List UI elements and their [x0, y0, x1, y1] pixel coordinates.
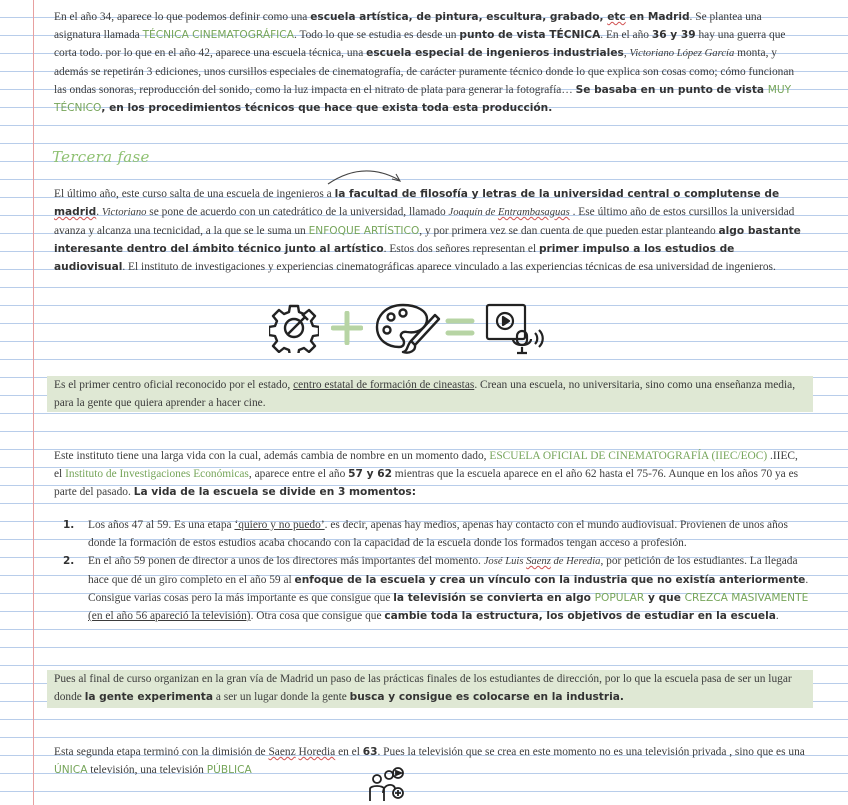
- text: . Pues la televisión que se crea en este momento no es una televisión privada , sino que es una: [377, 746, 805, 758]
- text: En el año 34, aparece lo que podemos definir como una: [54, 11, 311, 23]
- list-number: 2.: [63, 555, 75, 567]
- text: Esta segunda etapa terminó con la dimisión de: [54, 746, 269, 758]
- bold-text: escuela especial de ingenieros industriales: [366, 47, 624, 59]
- green-highlight-text: ESCUELA OFICIAL DE CINEMATOGRAFÍA (IIEC/EOC): [489, 450, 768, 462]
- paragraph-third-phase: [54, 185, 806, 276]
- underlined-name: Horedia: [298, 746, 336, 758]
- section-heading: Tercera fase: [52, 148, 150, 166]
- green-highlight-text: MUY TÉCNICO: [54, 84, 792, 114]
- bold-text: 63: [362, 746, 378, 758]
- paragraph-second-stage-end: [54, 743, 806, 779]
- underlined-name: Saenz: [268, 746, 296, 758]
- green-highlight-text: ÚNICA: [54, 764, 88, 776]
- bold-text: La vida de la escuela se divide en 3 momentos:: [133, 486, 416, 498]
- text: en el: [335, 746, 363, 758]
- text: ,: [623, 47, 630, 59]
- bold-text: primer impulso a los estudios de audiovisual: [54, 243, 735, 273]
- italic-name: Victoriano López García: [629, 48, 735, 59]
- paragraph-intro: [54, 8, 806, 117]
- highlight-box-official-center: [47, 376, 813, 412]
- green-highlight-text: TÉCNICA CINEMATOGRÁFICA: [142, 29, 294, 41]
- bold-text: algo bastante interesante dentro del ámbito técnico junto al artístico: [54, 225, 801, 255]
- text: televisión, una televisión: [87, 764, 207, 776]
- highlight-box-gran-via: [47, 670, 813, 708]
- text: . Todo lo que se estudia es desde un: [293, 29, 460, 41]
- gear-wrench-icon: [269, 303, 319, 353]
- text: , aparece entre el año: [248, 468, 349, 480]
- text: mientras que la escuela aparece en el año 62 hasta el 75-76. Aunque en los años 70 ya es parte del pasado.: [54, 468, 799, 498]
- text: . Ese último año de estos cursillos la universidad avanza y alcanza una tecnicidad, a la que se le suma un: [54, 206, 795, 237]
- bold-text: 57 y 62: [348, 468, 392, 480]
- list-item: 1. Los años 47 al 59. Es una etapa ‘quiero y no puedo’. es decir, apenas hay medios, apenas hay contacto con el mundo audiovisual. Provienen de unos años donde la formación de estos estudios acaba chocando con la capacidad de la escuela donde los formados tengan acceso a profesión.: [54, 516, 810, 552]
- text: . Se plantea una asignatura llamada: [54, 11, 762, 41]
- text: Este instituto tiene una larga vida con la cual, además cambia de nombre en un momento dado,: [54, 450, 490, 462]
- bold-text: la facultad de filosofía y letras de la universidad central o complutense de madrid: [54, 188, 780, 218]
- plus-icon: [331, 311, 363, 345]
- highlight-text: Es el primer centro oficial reconocido por el estado, centro estatal de formación de cineastas. Crean una escuela, no universitaria, sino como una enseñanza media, para la gente que quiera aprender a hacer cine.: [54, 379, 796, 409]
- notebook-margin-line: [33, 0, 34, 805]
- people-tv-icon: [367, 765, 407, 803]
- italic-name: Victoriano: [101, 207, 147, 218]
- highlight-text: Pues al final de curso organizan en la gran vía de Madrid un paso de las prácticas finales de los estudiantes de dirección, por lo que la escuela pasa de ser un lugar donde la gente experimenta a ser un lugar donde la gente busca y consigue es colocarse en la industria.: [54, 673, 792, 703]
- text: .: [96, 206, 102, 218]
- text: , y por primera vez se dan cuenta de que pueden estar planteando: [419, 225, 719, 237]
- media-audio-icon: [485, 303, 545, 355]
- bold-text: escuela artística, de pintura, escultura, grabado, etc en Madrid: [310, 11, 690, 23]
- green-highlight-text: Instituto de Investigaciones Económicas: [65, 468, 249, 480]
- text: hay una guerra que corta todo. por lo que en el año 42, aparece una escuela técnica, una: [54, 29, 786, 59]
- list-item: 2. En el año 59 ponen de director a unos de los directores más importantes del momento. José Luis Saenz de Heredia, por petición de los estudiantes. La llegada hace que dé un giro completo en el año 59 al enfoque de la escuela y crea un vínculo con la industria que no existía anteriormente. Consigue varias cosas pero la más importante es que consigue que la televisión se convierta en algo POPULAR y que CREZCA MASIVAMENTE (en el año 56 apareció la televisión). Otra cosa que consigue que cambie toda la estructura, los objetivos de estudiar en la escuela.: [54, 552, 810, 625]
- numbered-list: [54, 516, 810, 625]
- text: .IIEC, el: [54, 450, 798, 480]
- text: se pone de acuerdo con un catedrático de la universidad, llamado: [146, 206, 449, 218]
- green-highlight-text: ENFOQUE ARTÍSTICO: [308, 225, 420, 237]
- icon-equation: [265, 297, 555, 357]
- list-number: 1.: [63, 519, 75, 531]
- palette-icon: [375, 301, 441, 355]
- text: . Estos dos señores representan el: [383, 243, 539, 255]
- text: . En el año: [600, 29, 652, 41]
- italic-name: José Luis Saenz de Heredia: [483, 556, 601, 567]
- bold-text: , en los procedimientos técnicos que hace que exista toda esta producción.: [101, 102, 553, 114]
- bold-text: Se basaba en un punto de vista: [575, 84, 768, 96]
- bold-text: punto de vista TÉCNICA: [459, 29, 601, 41]
- italic-name: Joaquín de Entrambasaguas: [448, 207, 570, 218]
- text: . El instituto de investigaciones y experiencias cinematográficas aparece vinculado a las experiencias técnicas de esa universidad de ingenieros.: [122, 261, 776, 273]
- text: monta, y además se repetirán 3 ediciones, unos cursillos especiales de cinematografía, de carácter puramente técnico donde lo que explica son cosas como; cómo funcionan las ondas sonoras, reproducción del sonido, como la luz impacta en el nitrato de plata para generar la fotografía…: [54, 47, 795, 96]
- paragraph-institute: [54, 447, 806, 501]
- equals-icon: [445, 315, 475, 339]
- bold-text: 36 y 39: [651, 29, 696, 41]
- text: El último año, este curso salta de una escuela de ingenieros a: [54, 188, 335, 200]
- green-highlight-text: PÚBLICA: [206, 764, 252, 776]
